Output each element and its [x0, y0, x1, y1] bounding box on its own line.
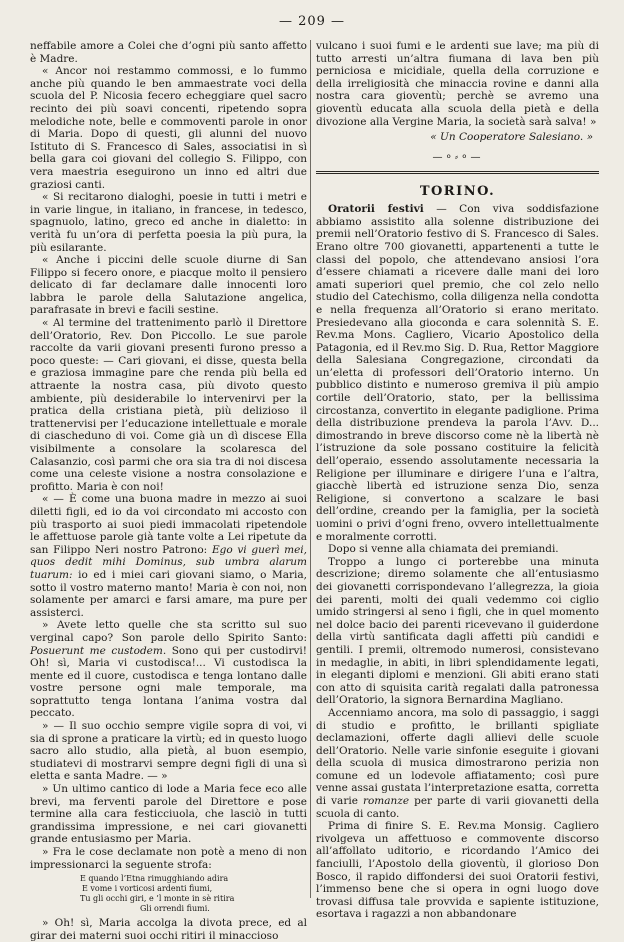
poem-line: E quando l’Etna rimugghiando adira — [80, 874, 229, 884]
section-separator — [316, 171, 599, 174]
paragraph — [30, 493, 307, 619]
ornament: —⚬⸗⚬— — [432, 152, 483, 164]
paragraph: Prima di finire S. E. Rev.ma Monsig. Cagliero rivolgeva un affettuoso e commovente discorso all’affollato uditorio, e ricordando l’Amico dei fanciulli, l’Apostolo della gioventù, il glorioso Don Bosco, il rapido diffondersi dei suoi Oratorii festivi, l’immenso bene che si opera in ogni luogo dove trovasi diffusa tale provvida e sapiente istituzione, esortava i ragazzi a non abbandonare — [316, 820, 599, 921]
run-in-heading: Oratorii festivi — [328, 203, 424, 216]
paragraph: « Al termine del trattenimento parlò il Direttore dell’Oratorio, Rev. Don Piccollo. Le sue parole raccolte da varii giovani presenti furono presso a poco queste: — Cari giovani, ei disse, questa bella e graziosa immagine pare che renda più bella ed attraente la nostra casa, più divoto questo ambiente, più desiderabile lo intervenirvi per la pratica della cristiana pietà, più delizioso il trattenervisi per l’educazione intellettuale e morale di ciascheduno di voi. Come già un dì discese Ella visibilmente a consolare la scolaresca del Calasanzio, così parmi che ora sia tra di noi discesa come una celeste visione a nostra consolazione e profitto. Maria è con noi! — [30, 317, 307, 493]
paragraph — [316, 707, 599, 820]
paragraph-text: io ed i miei cari giovani siamo, o Maria, sotto il vostro materno manto! Maria è con noi, non solamente per amarci e farsi amare, ma pure per assisterci. — [30, 568, 307, 619]
poem-line: E vome i vorticosi ardenti fiumi, — [82, 884, 213, 894]
paragraph: Troppo a lungo ci porterebbe una minuta descrizione; diremo solamente che all’entusiasmo dei giovanetti corrispondevano l’allegrezza, la gioia dei parenti, molti dei quali vedemmo coi ciglio umido stringersi al seno i figli, che in quel momento nel dolce bacio dei parenti ricevevano il guiderdone della virtù santificata dagli affetti più candidi e gentili. I premii, oltremodo numerosi, consistevano in medaglie, in abiti, in libri splendidamente legati, in eleganti diplomi e menzioni. Gli abiti erano stati con atto di squisita carità regalati dalla patronessa dell’Oratorio, la signora Bernardina Magliano. — [316, 555, 599, 707]
paragraph: « Ancor noi restammo commossi, e lo fummo anche più quando le ben ammaestrate voci della scuola del P. Nicosia fecero echeggiare quel sacro recinto dei più soavi concenti, ripetendo sopra melodiche note, belle e commoventi parole in onor di Maria. Dopo di questi, gli alunni del nuovo Istituto di S. Francesco di Sales, associatisi in sì bella gara coi giovani del collegio S. Filippo, con vera maestria eseguirono un inno ed altri due graziosi canti. — [30, 65, 307, 191]
paragraph: « Anche i piccini delle scuole diurne di San Filippo si fecero onore, e piacque molto il pensiero delicato di far declamare dalle innocenti loro labbra le parole della Salutazione angelica, parafrasate in brevi e facili sestine. — [30, 254, 307, 317]
right-column — [316, 40, 599, 921]
section-title: TORINO. — [419, 184, 496, 200]
left-column — [30, 40, 307, 942]
paragraph: neffabile amore a Colei che d’ogni più santo affetto è Madre. — [30, 40, 307, 65]
paragraph-text: per parte di varii giovanetti della scuola di canto. — [316, 795, 600, 820]
signature: « Un Cooperatore Salesiano. » — [430, 131, 593, 144]
poem-stanza — [30, 874, 307, 914]
paragraph-text: Sono qui per custodirvi! Oh! sì, Maria vi custodisca!... Vi custodisca la mente ed il cuore, custodisca e tenga lontano dalle vostre persone ogni male temporale, ma soprattutto tenga lontana l’anima vostra dal peccato. — [30, 644, 307, 720]
paragraph: vulcano i suoi fumi e le ardenti sue lave; ma più di tutto arresti un’altra fiumana di lava ben più perniciosa e micidiale, quella della corruzione e della irreligiosità che minaccia rovine e danni alla nostra cara gioventù; perchè se avremo una gioventù educata alla scuola della pietà e della divozione alla Vergine Maria, la società sarà salva! » — [316, 40, 599, 128]
paragraph — [316, 203, 599, 543]
paragraph-text: — Con viva soddisfazione abbiamo assistito alla solenne distribuzione dei premii nell’Oratorio festivo di S. Francesco di Sales. Erano oltre 700 giovanetti, appartenenti a tutte le classi del popolo, che attendevano ansiosi l’ora d’essere chiamati a ricevere dalle mani dei loro amati superiori quel premio, che col zelo nello studio del Catechismo, colla diligenza nella condotta e nella frequenza all’Oratorio si erano meritato. Presiedevano alla gioconda e cara solennità S. E. Rev.ma Mons. Cagliero, Vicario Apostolico della Patagonia, ed il Rev.mo Sig. D. Rua, Rettor Maggiore della Salesiana Congregazione, circondati da un’eletta di professori dell’Oratorio interno. Un pubblico distinto e numeroso gremiva il più ampio cortile dell’Oratorio, stato, per la bellissima circostanza, convertito in elegante padiglione. Prima della distribuzione prendeva la parola l’Avv. D... dimostrando in breve discorso come nè la libertà nè l’istruzione da sole possano costituire la felicità dell’operaio, essendo assolutamente necessaria la Religione per illuminare e dirigere l’una e l’altra, giacchè libertà ed istruzione senza Dio, senza Religione, si convertono a scalzare le basi dell’ordine, creando per la famiglia, per la società uomini o privi d’ogni freno, ovvero intellettualmente e moralmente corrotti. — [316, 203, 599, 543]
paragraph: » Fra le cose declamate non potè a meno di non impressionarci la seguente strofa: — [30, 846, 307, 871]
poem-line: Tu gli occhi giri, e ’l monte in sè ritira — [80, 894, 235, 904]
paragraph: » Oh! sì, Maria accolga la divota prece, ed al girar dei materni suoi occhi ritiri il minaccioso — [30, 917, 307, 942]
paragraph: » — Il suo occhio sempre vigile sopra di voi, vi sia di sprone a praticare la virtù; ed in questo luogo sacro allo studio, alla pietà, al buon esempio, studiatevi di mostrarvi sempre degni figli di una sì eletta e santa Madre. — » — [30, 720, 307, 783]
latin-quote: Posuerunt me custodem. — [30, 644, 167, 657]
column-divider — [310, 40, 311, 898]
paragraph: « Si recitarono dialoghi, poesie in tutti i metri e in varie lingue, in italiano, in francese, in tedesco, spagnuolo, latino, greco ed anche in dialetto: in verità fu un’ora di perfetta poesia la più pura, la più esilarante. — [30, 191, 307, 254]
paragraph — [30, 619, 307, 720]
latin-quote: Ego vi guerì mei, quos dedit mihi Dominus, sub umbra alarum tuarum: — [30, 543, 308, 581]
paragraph-text: « — È come una buona madre in mezzo ai suoi diletti figli, ed io da voi circondato mi accosto con più trasporto ai suoi piedi immacolati ripetendole le affettuose parole già tante volte a Lei ripetute da san Filippo Neri nostro Patrono: — [30, 493, 307, 556]
italic-word: romanze — [362, 795, 410, 808]
paragraph: Dopo si venne alla chiamata dei premiandi. — [328, 543, 559, 556]
paragraph-text: Accenniamo ancora, ma solo di passaggio, i saggi di studio e profitto, le brillanti spigliate declamazioni, offerte dagli allievi delle scuole dell’Oratorio. Nelle varie sinfonie eseguite i giovani della scuola di musica dimostrarono perizia non comune ed un lodevole affiatamento; così pure venne assai gustata l’interpretazione esatta, corretta di varie — [316, 706, 600, 808]
poem-line: Gli orrendi fiumi. — [140, 904, 210, 914]
paragraph-text: » Avete letto quelle che sta scritto sul suo verginal capo? Son parole dello Spirito Santo: — [30, 619, 307, 644]
paragraph: » Un ultimo cantico di lode a Maria fece eco alle brevi, ma ferventi parole del Direttore e pose termine alla cara festicciuola, che lasciò in tutti grandissima impressione, e nei cari giovanetti grande entusiasmo per Maria. — [30, 783, 307, 846]
page-number: — 209 — — [278, 14, 346, 29]
